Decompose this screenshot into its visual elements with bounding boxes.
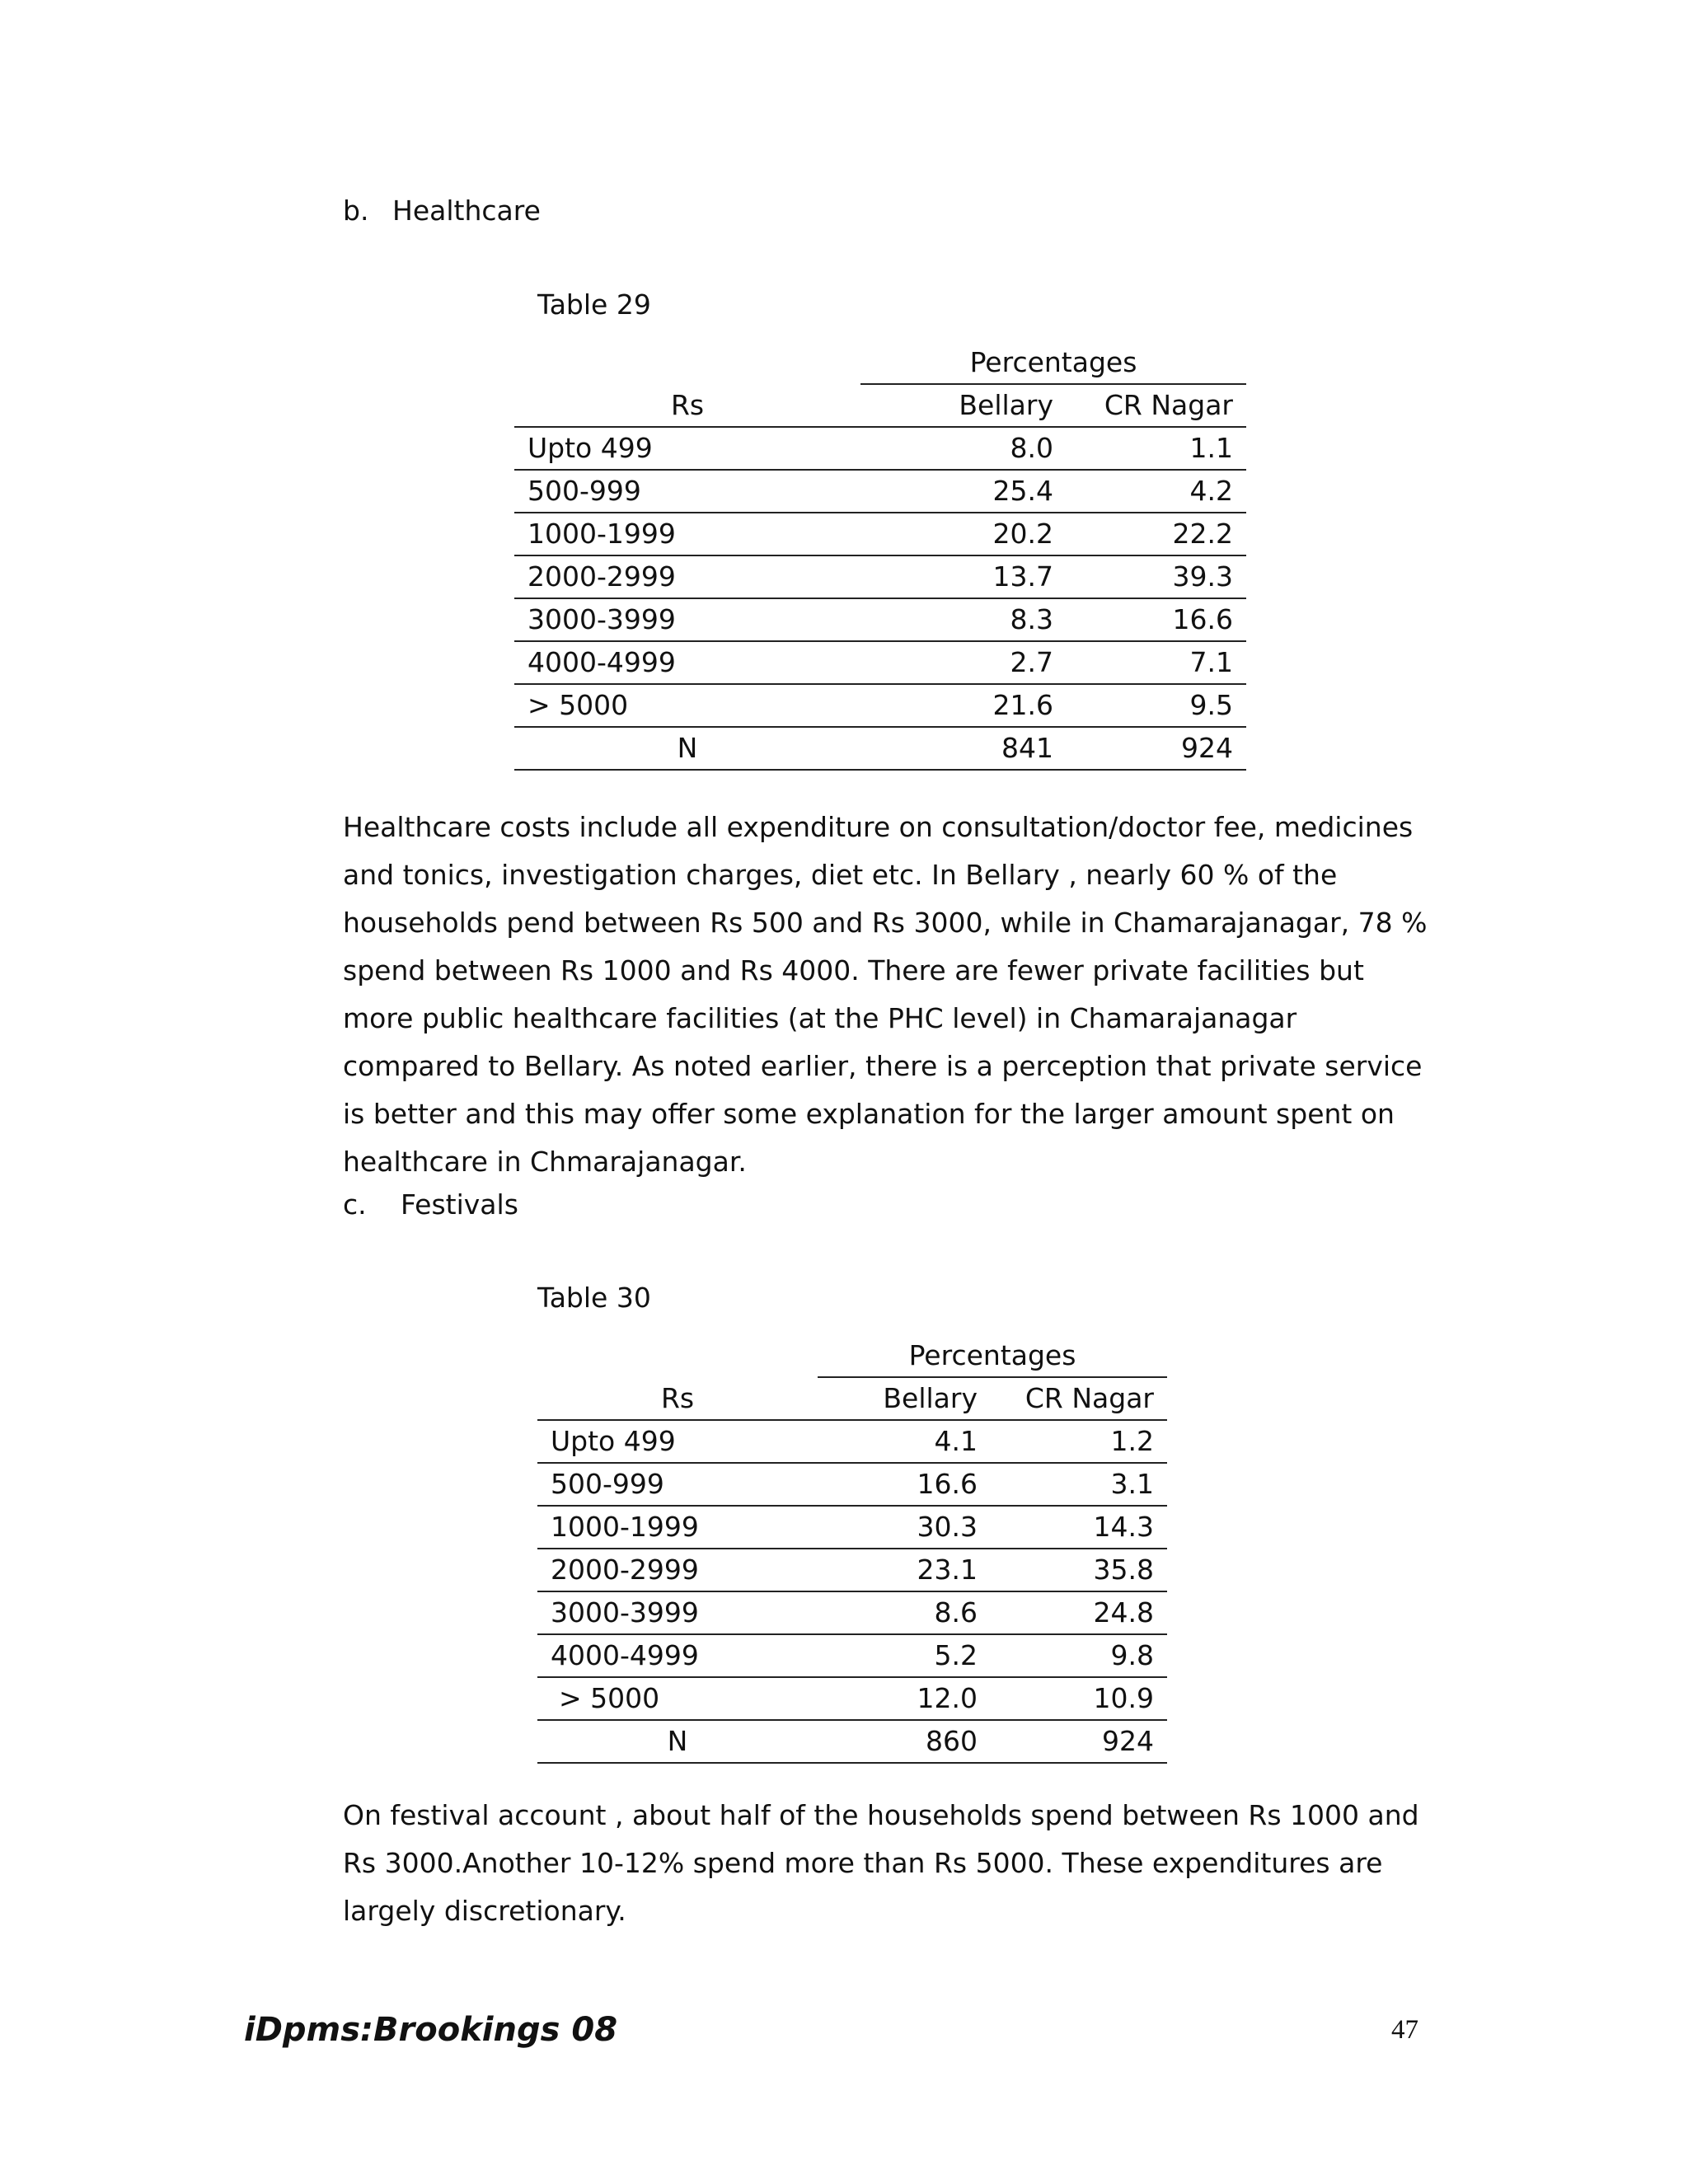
table-cell: 39.3 xyxy=(1067,555,1246,598)
section-heading-festivals xyxy=(343,1188,518,1221)
table-row xyxy=(537,1677,1167,1720)
section-marker: c. xyxy=(343,1188,367,1221)
table-cell: Upto 499 xyxy=(537,1420,818,1463)
table-cell: 924 xyxy=(991,1720,1167,1763)
table-cell: 7.1 xyxy=(1067,641,1246,684)
super-header: Percentages xyxy=(860,342,1246,384)
table-cell: 20.2 xyxy=(860,513,1067,555)
table-cell: 10.9 xyxy=(991,1677,1167,1720)
column-header: Rs xyxy=(514,384,860,427)
table-super-header-row xyxy=(537,1335,1167,1377)
table-cell: 500-999 xyxy=(514,470,860,513)
table-30-caption: Table 30 xyxy=(537,1282,651,1314)
table-cell: 23.1 xyxy=(818,1549,991,1591)
section-heading-healthcare xyxy=(343,194,541,227)
table-row xyxy=(537,1506,1167,1549)
table-29-caption: Table 29 xyxy=(537,288,651,321)
table-cell: 13.7 xyxy=(860,555,1067,598)
table-row xyxy=(514,684,1246,727)
footer-brand: iDpms:Brookings 08 xyxy=(244,2011,618,2049)
table-row xyxy=(537,1549,1167,1591)
table-row xyxy=(537,1591,1167,1634)
healthcare-paragraph: Healthcare costs include all expenditure on consultation/doctor fee, medicines and tonics, investigation charges, diet etc. In Bellary , nearly 60 % of the households pend between Rs 500 and Rs 3000, while in Chamarajanagar, 78 % spend between Rs 1000 and Rs 4000. There are fewer private facilities but more public healthcare facilities (at the PHC level) in Chamarajanagar compared to Bellary. As noted earlier, there is a perception that private service is better and this may offer some explanation for the larger amount spent on healthcare in Chmarajanagar. xyxy=(343,811,1428,1178)
table-total-row xyxy=(514,727,1246,770)
table-cell: 1000-1999 xyxy=(514,513,860,555)
table-cell: 4000-4999 xyxy=(537,1634,818,1677)
table-cell: 16.6 xyxy=(818,1463,991,1506)
table-cell: 3.1 xyxy=(991,1463,1167,1506)
table-cell: 12.0 xyxy=(818,1677,991,1720)
section-title: Festivals xyxy=(401,1188,518,1221)
table-cell: 16.6 xyxy=(1067,598,1246,641)
column-header: Bellary xyxy=(860,384,1067,427)
table-header-row xyxy=(537,1377,1167,1420)
page-number: 47 xyxy=(1391,2015,1418,2045)
table-cell: 4.2 xyxy=(1067,470,1246,513)
table-cell: 500-999 xyxy=(537,1463,818,1506)
table-super-header-row xyxy=(514,342,1246,384)
table-cell: 3000-3999 xyxy=(537,1591,818,1634)
column-header: CR Nagar xyxy=(1067,384,1246,427)
table-cell: 1.1 xyxy=(1067,427,1246,470)
table-cell: 21.6 xyxy=(860,684,1067,727)
table-cell: 4.1 xyxy=(818,1420,991,1463)
table-cell: N xyxy=(514,727,860,770)
column-header: Bellary xyxy=(818,1377,991,1420)
table-cell: 924 xyxy=(1067,727,1246,770)
table-cell: 1000-1999 xyxy=(537,1506,818,1549)
table-row xyxy=(537,1634,1167,1677)
festivals-paragraph: On festival account , about half of the households spend between Rs 1000 and Rs 3000.Another 10-12% spend more than Rs 5000. These expenditures are largely discretionary. xyxy=(343,1799,1419,1927)
table-cell: N xyxy=(537,1720,818,1763)
table-cell: 8.6 xyxy=(818,1591,991,1634)
table-cell: > 5000 xyxy=(514,684,860,727)
table-row xyxy=(514,555,1246,598)
section-marker: b. xyxy=(343,194,369,227)
table-cell: 2000-2999 xyxy=(514,555,860,598)
column-header: Rs xyxy=(537,1377,818,1420)
table-cell: 2000-2999 xyxy=(537,1549,818,1591)
table-30 xyxy=(537,1335,1167,1764)
table-cell: 9.8 xyxy=(991,1634,1167,1677)
table-cell: 14.3 xyxy=(991,1506,1167,1549)
table-row xyxy=(514,513,1246,555)
table-header-row xyxy=(514,384,1246,427)
table-total-row xyxy=(537,1720,1167,1763)
table-cell: 3000-3999 xyxy=(514,598,860,641)
table-cell: 25.4 xyxy=(860,470,1067,513)
table-row xyxy=(537,1420,1167,1463)
super-header: Percentages xyxy=(818,1335,1167,1377)
table-cell: 2.7 xyxy=(860,641,1067,684)
table-cell: 8.0 xyxy=(860,427,1067,470)
table-cell: 9.5 xyxy=(1067,684,1246,727)
table-row xyxy=(537,1463,1167,1506)
table-row xyxy=(514,470,1246,513)
table-cell: 22.2 xyxy=(1067,513,1246,555)
column-header: CR Nagar xyxy=(991,1377,1167,1420)
table-cell: 30.3 xyxy=(818,1506,991,1549)
table-cell: 5.2 xyxy=(818,1634,991,1677)
table-cell: Upto 499 xyxy=(514,427,860,470)
table-cell: 24.8 xyxy=(991,1591,1167,1634)
table-row xyxy=(514,641,1246,684)
table-cell: 35.8 xyxy=(991,1549,1167,1591)
section-title: Healthcare xyxy=(392,194,541,227)
table-cell: > 5000 xyxy=(537,1677,818,1720)
table-29 xyxy=(514,342,1246,771)
table-cell: 8.3 xyxy=(860,598,1067,641)
table-cell: 4000-4999 xyxy=(514,641,860,684)
table-row xyxy=(514,598,1246,641)
table-cell: 1.2 xyxy=(991,1420,1167,1463)
table-row xyxy=(514,427,1246,470)
table-cell: 841 xyxy=(860,727,1067,770)
table-cell: 860 xyxy=(818,1720,991,1763)
